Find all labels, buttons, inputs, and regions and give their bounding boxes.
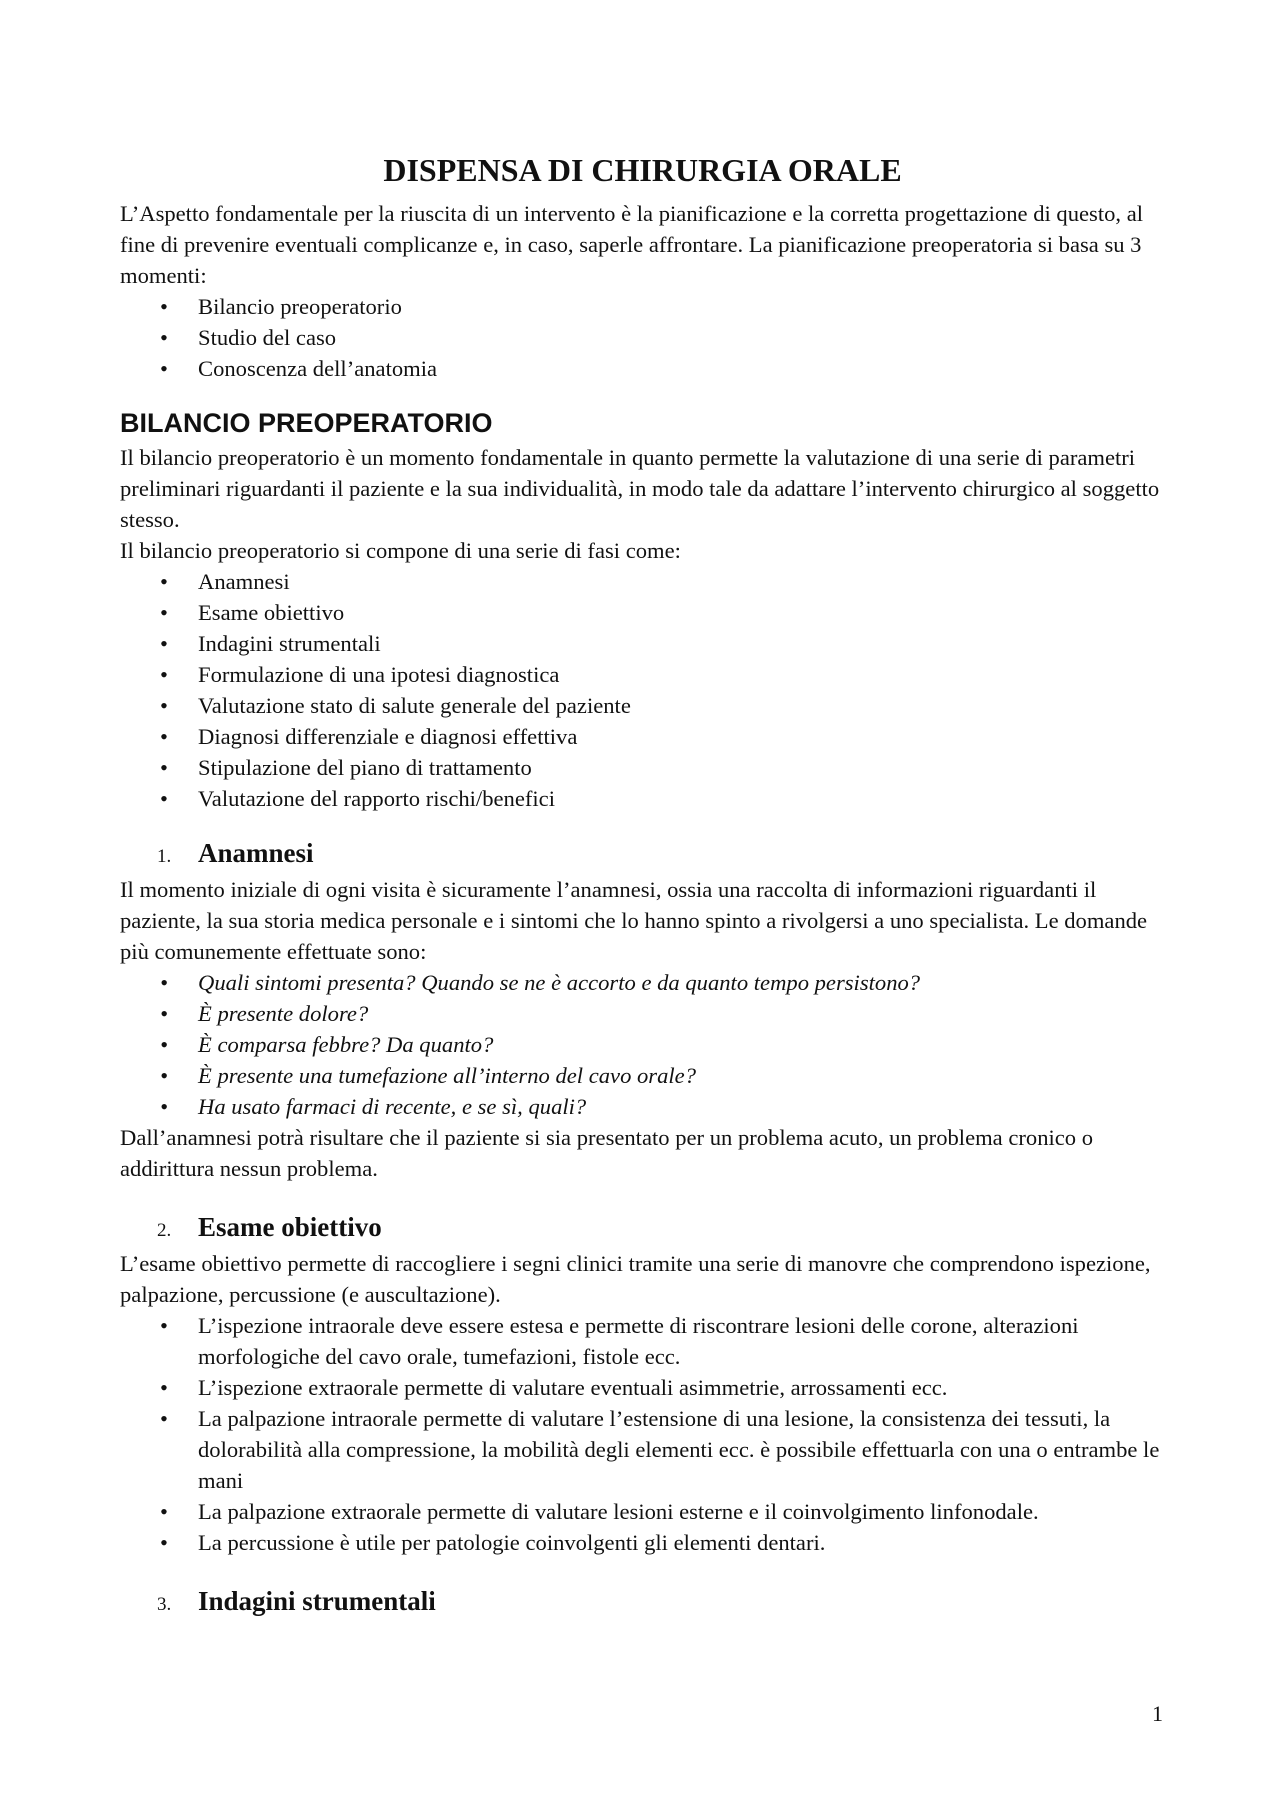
subsection-number: 1. xyxy=(157,846,172,867)
list-item: • La percussione è utile per patologie coinvolgenti gli elementi dentari. xyxy=(120,1527,1165,1558)
bilancio-paragraph: Il bilancio preoperatorio è un momento fondamentale in quanto permette la valutazione di una serie di parametri preliminari riguardanti il paziente e la sua individualità, in modo tale da adattare l’intervento chirurgico al soggetto stesso. xyxy=(120,445,1160,532)
esame-list xyxy=(120,1310,1165,1558)
subsection-heading-esame xyxy=(120,1210,1165,1246)
list-item: • Conoscenza dell’anatomia xyxy=(120,353,1165,384)
page-number: 1 xyxy=(1152,1701,1163,1726)
list-item: • L’ispezione intraorale deve essere estesa e permette di riscontrare lesioni delle corone, alterazioni morfologiche del cavo orale, tumefazioni, fistole ecc. xyxy=(120,1310,1165,1372)
intro-list xyxy=(120,291,1165,384)
list-item: • Indagini strumentali xyxy=(120,628,1165,659)
bilancio-phases-intro: Il bilancio preoperatorio si compone di una serie di fasi come: xyxy=(120,538,681,563)
list-item: • Stipulazione del piano di trattamento xyxy=(120,752,1165,783)
section-heading-bilancio: BILANCIO PREOPERATORIO xyxy=(120,408,493,438)
anamnesi-paragraph: Il momento iniziale di ogni visita è sicuramente l’anamnesi, ossia una raccolta di informazioni riguardanti il paziente, la sua storia medica personale e i sintomi che lo hanno spinto a rivolgersi a uno specialista. Le domande più comunemente effettuate sono: xyxy=(120,877,1148,964)
subsection-title: Indagini strumentali xyxy=(198,1586,436,1616)
list-item: • Quali sintomi presenta? Quando se ne è accorto e da quanto tempo persistono? xyxy=(120,967,1165,998)
subsection-number: 3. xyxy=(157,1594,172,1615)
subsection-heading-anamnesi xyxy=(120,836,1165,872)
list-item: • Valutazione del rapporto rischi/benefici xyxy=(120,783,1165,814)
list-item: • È presente una tumefazione all’interno del cavo orale? xyxy=(120,1060,1165,1091)
list-item: • È presente dolore? xyxy=(120,998,1165,1029)
subsection-title: Esame obiettivo xyxy=(198,1212,382,1242)
list-item: • La palpazione extraorale permette di valutare lesioni esterne e il coinvolgimento linfonodale. xyxy=(120,1496,1165,1527)
list-item: • Diagnosi differenziale e diagnosi effettiva xyxy=(120,721,1165,752)
intro-paragraph: L’Aspetto fondamentale per la riuscita di un intervento è la pianificazione e la corretta progettazione di questo, al fine di prevenire eventuali complicanze e, in caso, saperle affrontare. La pianificazione preoperatoria si basa su 3 momenti: xyxy=(120,201,1144,288)
list-item: • Ha usato farmaci di recente, e se sì, quali? xyxy=(120,1091,1165,1122)
list-item: • Formulazione di una ipotesi diagnostica xyxy=(120,659,1165,690)
subsection-title: Anamnesi xyxy=(198,838,314,868)
list-item: • Bilancio preoperatorio xyxy=(120,291,1165,322)
anamnesi-questions-list xyxy=(120,967,1165,1122)
list-item: • Valutazione stato di salute generale del paziente xyxy=(120,690,1165,721)
list-item: • La palpazione intraorale permette di valutare l’estensione di una lesione, la consistenza dei tessuti, la dolorabilità alla compressione, la mobilità degli elementi ecc. è possibile effettuarla con una o entrambe le mani xyxy=(120,1403,1165,1496)
document-body xyxy=(120,150,1165,1622)
list-item: • Esame obiettivo xyxy=(120,597,1165,628)
list-item: • Anamnesi xyxy=(120,566,1165,597)
esame-paragraph: L’esame obiettivo permette di raccogliere i segni clinici tramite una serie di manovre che comprendono ispezione, palpazione, percussione (e auscultazione). xyxy=(120,1251,1151,1307)
subsection-number: 2. xyxy=(157,1220,172,1241)
list-item: • È comparsa febbre? Da quanto? xyxy=(120,1029,1165,1060)
document-title: DISPENSA DI CHIRURGIA ORALE xyxy=(383,152,902,188)
list-item: • Studio del caso xyxy=(120,322,1165,353)
bilancio-phases-list xyxy=(120,566,1165,814)
subsection-heading-indagini xyxy=(120,1584,1165,1620)
list-item: • L’ispezione extraorale permette di valutare eventuali asimmetrie, arrossamenti ecc. xyxy=(120,1372,1165,1403)
anamnesi-closing-paragraph: Dall’anamnesi potrà risultare che il paziente si sia presentato per un problema acuto, un problema cronico o addirittura nessun problema. xyxy=(120,1125,1094,1181)
